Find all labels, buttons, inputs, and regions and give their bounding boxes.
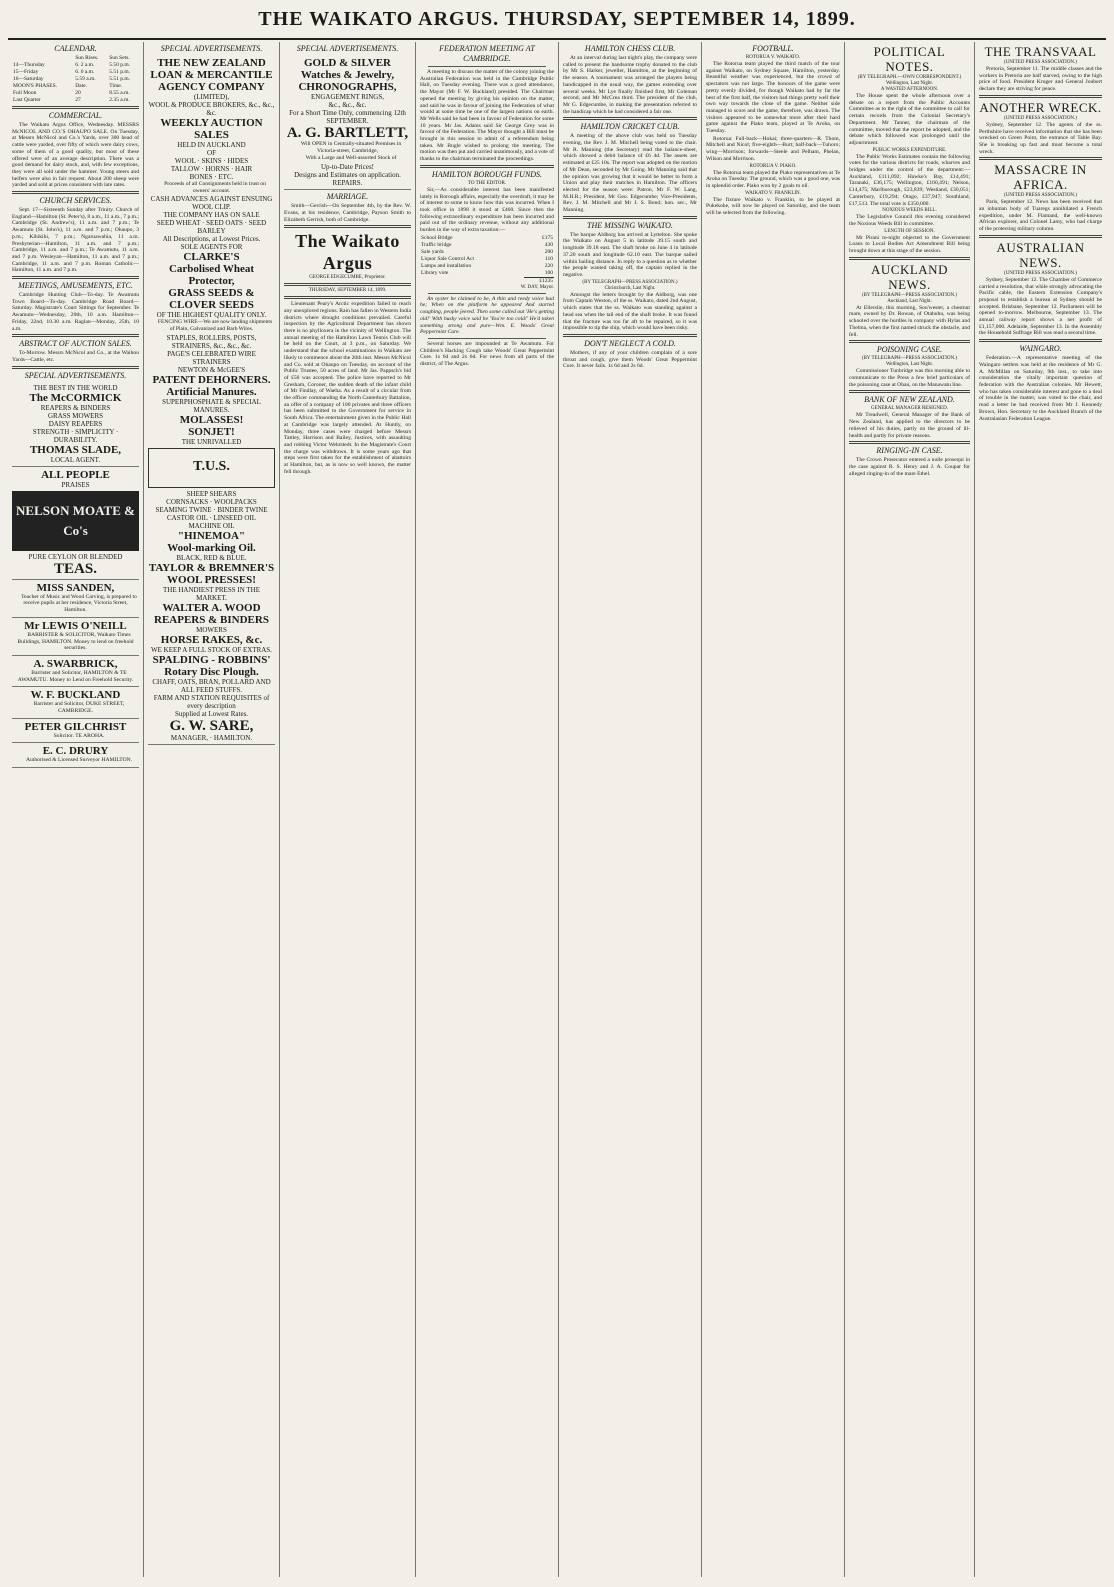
waingaro-heading: WAINGARO.: [1019, 344, 1062, 354]
masthead: THE WAIKATO ARGUS. THURSDAY, SEPTEMBER 14, 1899.: [258, 8, 856, 30]
special-ads-heading: SPECIAL ADVERTISEMENTS.: [160, 44, 263, 53]
tus-logo: T.U.S.: [148, 448, 275, 488]
column-2: [144, 42, 280, 1577]
column-8: [975, 42, 1106, 1577]
wreck-text: Sydney, September 12. The agents of the ss. Perthshire have received information that she has been wrecked on Green Point, the entrance of Table Bay. She is breaking up fast and must become a total wreck.: [979, 121, 1102, 155]
divider: [12, 106, 139, 109]
table-row: Liquor Sale Control Act 110: [421, 255, 553, 262]
bank-heading: BANK OF NEW ZEALAND.: [864, 395, 955, 405]
transvaal-heading: THE TRANSVAAL: [984, 44, 1097, 59]
political-subheading: PUBLIC WORKS EXPENDITURE.: [872, 147, 947, 153]
table-row: Sun Rises. Sun Sets.: [75, 55, 130, 61]
football-text: The fixture Waikato v. Franklin, to be played at Pukekohe, will now be played on Saturday, and the team will be selected from the following.: [706, 196, 840, 217]
church-heading: CHURCH SERVICES.: [39, 196, 112, 206]
bartlett-ad: GOLD & SILVER Watches & Jewelry, CHRONOGRAPHS, ENGAGEMENT RINGS, &c., &c., &c. For a Short Time Only, commencing 12th SEPTEMBER. A. G. BARTLETT, Will OPEN in Centrally-situated Premises in Victoria-street, Cambridge, With a Large and Well-assorted Stock of Up-to-Date Prices! Designs and Estimates on application. REPAIRS.: [284, 55, 411, 190]
meetings-text: Cambridge Hunting Club—To-day. Te Awamutu Town Board—To-day. Cambridge Road Board—Saturday. Magistrate's Court Sittings for September. Te Awamutu—Wednesday, 20th, 10 a.m. Hamilton—Friday, 22nd, 10.30 a.m. Raglan—Monday, 25th, 10 a.m.: [12, 292, 139, 332]
mccormick-ad: THE BEST IN THE WORLD The McCORMICK REAPERS & BINDERS GRASS MOWERS DAISY REAPERS STRENGTH · SIMPLICITY · DURABILITY. THOMAS SLADE, LOCAL AGENT.: [12, 382, 139, 467]
table-row: £1235: [420, 277, 554, 285]
dateline: Christchurch, Last Night.: [604, 285, 656, 291]
calendar-heading: CALENDAR.: [54, 44, 97, 53]
football-subheading: ROTORUA V. PIAKO.: [749, 163, 797, 169]
football-heading: FOOTBALL.: [752, 44, 794, 53]
nelson-banner: NELSON MOATE & Co's: [12, 491, 139, 551]
borough-table: [420, 235, 554, 285]
special-ads-heading: SPECIAL ADVERTISEMENTS.: [24, 370, 127, 380]
table-row: School Bridge £175: [421, 234, 553, 241]
telegraph-line: (UNITED PRESS ASSOCIATION.): [1004, 115, 1077, 121]
divider: [979, 235, 1102, 238]
marriage-heading: MARRIAGE.: [326, 192, 369, 202]
football-text: The Rotorua team played the third match of the tour against Waikato, on Sydney Square, Hamilton, yesterday. Beautiful weather was experienced, but the crowd of spectators was not large. The honours of the game were pretty evenly divided, for though Waikato had by far the best of the first half, the visitors had things pretty well their own way towards the close of the game. Neither side managed to score and the game, therefore, was drawn. The visitors appeared to be somewhat more after their hard game against the Piako team, played at Te Aroha, on Tuesday.: [706, 61, 840, 135]
borough-signature: W. DAY, Mayor.: [520, 284, 554, 290]
proprietor-line: GEORGE EDGECUMBE, Proprietor.: [309, 275, 386, 281]
poisoning-text: Commissioner Tunbridge was this morning able to communicate to the Press a few brief particulars of the poisoning case at Ohau, on the Manawatu line.: [849, 368, 970, 388]
football-text: The Rotorua team played the Piako representatives at Te Aroha on Tuesday. The ground, which was a good one, was in splendid order. Piako won by 2 goals to nil.: [706, 169, 840, 189]
telegraph-line: (BY TELEGRAPH—PRESS ASSOCIATION.): [861, 292, 958, 298]
editorial-text: Lieutenant Peary's Arctic expedition failed to reach any unexplored regions. Rain has fallen in Western India districts where drought conditions prevailed. Careful inspection by the Agricultural Department has shown there is no phylloxera in the vicinity of Wellington. The annual meeting of the Hamilton Lawn Tennis Club will be held on the Court, at 3 p.m., on Saturday. We understand that the school examinations in Waikato are likely to commence about the 20th inst. Messrs McNicol and Co. sold at Ohaupo on Tuesday, on account of the Public Trustee, 50 acres of land. Mr Jas. Pappsch's bid of £50 was accepted. The police have reported to Mr Gresham, Coroner, the sudden death of the infant child of Mr Findlay, of Waeha. As a result of a circular from the officer commanding the North Canterbury Battalion, an offer of a company of 100 privates and three officers has been submitted to the Government for service in South Africa. The entertainment given in the Public Hall at Cambridge was largely attended. At Huntly, on Monday, three cases were charged before Messrs Tattley, Harrison and Bailey, Justices, with assaulting and robbing Victor Wehrstedt. In the Magistrate's Court the charge was withdrawn. It is some years ago that steps were first taken for the establishment of abattoirs at Hamilton, but, as is now so well known, the matter fell through.: [284, 301, 411, 475]
political-text: The Legislative Council this evening considered the Noxious Weeds Bill in committee.: [849, 214, 970, 227]
bank-subheading: GENERAL MANAGER RESIGNED.: [871, 406, 948, 412]
telegraph-line: (UNITED PRESS ASSOCIATION.): [1004, 270, 1077, 276]
abstract-text: To-Morrow. Messrs McNicol and Co., at the Waihou Yards—Cattle, etc.: [12, 350, 139, 363]
column-5: [559, 42, 702, 1577]
political-subheading: LENGTH OF SESSION.: [884, 228, 935, 234]
nz-loan-ad: THE NEW ZEALAND LOAN & MERCANTILE AGENCY COMPANY (LIMITED), WOOL & PRODUCE BROKERS, &c., &c., &c. WEEKLY AUCTION SALES HELD IN AUCKLAND OF WOOL · SKINS · HIDES TALLOW · HORNS · HAIR BONES · ETC. Proceeds of all Consignments held in trust on owners' account. CASH ADVANCES AGAINST ENSUING WOOL CLIP. THE COMPANY HAS ON SALE SEED WHEAT · SEED OATS · SEED BARLEY All Descriptions, at Lowest Prices. SOLE AGENTS FOR CLARKE'S Carbolised Wheat Protector, GRASS SEEDS & CLOVER SEEDS OF THE HIGHEST QUALITY ONLY. FENCING WIRE—We are now landing shipments of Plain, Galvanized and Barb Wires. STAPLES, ROLLERS, POSTS, STRAINERS, &c., &c., &c. PAGE'S CELEBRATED WIRE STRAINERS NEWTON & McGEE'S PATENT DEHORNERS. Artificial Manures. SUPERPHOSPHATE & SPECIAL MANURES. MOLASSES! SONJET! THE UNRIVALLED T.U.S. SHEEP SHEARS CORNSACKS · WOOLPACKS SEAMING TWINE · BINDER TWINE CASTOR OIL · LINSEED OIL MACHINE OIL "HINEMOA" Wool-marking Oil. BLACK, RED & BLUE. TAYLOR & BREMNER'S WOOL PRESSES! THE HANDIEST PRESS IN THE MARKET. WALTER A. WOOD REAPERS & BINDERS MOWERS HORSE RAKES, &c. WE KEEP A FULL STOCK OF EXTRAS. SPALDING - ROBBINS' Rotary Disc Plough. CHAFF, OATS, BRAN, POLLARD AND ALL FEED STUFFS. FARM AND STATION REQUISITES of every description Supplied at Lowest Rates. G. W. SARE, MANAGER, · HAMILTON.: [148, 55, 275, 745]
divider: [979, 339, 1102, 342]
nelson-moate-ad: ALL PEOPLE PRAISES NELSON MOATE & Co's PURE CEYLON OR BLENDED TEAS.: [12, 467, 139, 580]
dateline: Auckland, Last Night.: [887, 298, 932, 304]
federation-text: A meeting to discuss the matter of the colony joining the Australian Federation was held in the Cambridge Public Hall, on Tuesday evening. There was a good attendance, the Mayor (Mr F. W. Buckland) presided. The Chairman opened the meeting by giving his opinion on the matter, and said he was in favour of joining the Federation of what would at some time be one of the largest nations on earth. Mr Wells said he had been in favour of Federation for some 10 years. Mr Jas. Adams said Sir George Grey was in favour of the Federation. The Mayor thought a Bill must be brought in this session to admit of a referendum being taken. Mr Bugle wished to prolong the meeting. The motion was then put and carried unanimously, and a vote of thanks to the chairman terminated the proceedings.: [420, 69, 554, 163]
commercial-text: The Waikato Argus Office, Wednesday. MESSRS McNICOL AND CO.'S OHAUPO SALE. On Tuesday, at Messrs McNicol and Co.'s Yards, over 300 head of cattle were yarded, over fifty of which were dairy cows, some of them of a good quality, but most of these offered were of an average description. There was a good demand for dairy stock, and, with few exceptions, they were all sold under the hammer. Young steers and heifers were also in fair request. About 200 sheep were yarded and sold at prices consistent with late rates.: [12, 122, 139, 189]
gilchrist-ad: PETER GILCHRIST Solicitor. TE AROHA.: [12, 719, 139, 744]
table-row: 16—Saturday 5.59 a.m. 5.51 p.m.: [13, 76, 131, 82]
divider: [849, 441, 970, 444]
closing-text: Several horses are impounded at Te Awamutu. For Children's Hacking Cough take Woods' Great Peppermint Cure. 1s 6d and 2s 6d. For news from all parts of the district, of The Argus.: [420, 340, 554, 368]
missing-text: The barque Aldborg has arrived at Lyttelton. She spoke the Waikato on August 5 in latitude 39.15 south and longitude 39.18 east. The shaft broke on June 4 in latitude 37.20 south and longitude 62.10 east. The barque sailed within hailing distance. In reply to a question as to whether the people wanted taking off, the captain replied in the negative.: [563, 231, 697, 278]
divider: [284, 296, 411, 299]
dateline: Wellington, Last Night.: [885, 81, 934, 86]
transvaal-text: Pretoria, September 11. The middle classes and the workers in Pretoria are half starved, owing to the high price of food. President Kruger and General Joubert declare they are striving for peace.: [979, 66, 1102, 93]
football-subheading: WAIKATO V. FRANKLIN.: [745, 190, 801, 196]
wreck-heading: ANOTHER WRECK.: [979, 99, 1102, 115]
missing-heading: THE MISSING WAIKATO.: [587, 220, 673, 230]
divider: [849, 390, 970, 393]
column-4: [416, 42, 559, 1577]
borough-heading: HAMILTON BOROUGH FUNDS.: [431, 169, 543, 179]
divider: [563, 216, 697, 219]
meetings-heading: MEETINGS, AMUSEMENTS, ETC.: [18, 281, 133, 291]
church-text: Sept. 17—Sixteenth Sunday after Trinity. Church of England—Hamilton (St. Peter's), 8 a.m., 11 a.m., 7 p.m.; Cambridge (St. Andrew's), 11 a.m. and 7 p.m.; Te Awamutu (St. John's), 11 a.m. and 7 p.m.; Ohaupo, 3 p.m.; Kihikihi, 7 p.m.; Ngaruawahia, 11 a.m. Presbyterian—Hamilton, 11 a.m. and 7 p.m.; Cambridge, 11 a.m. and 7 p.m.; Te Awamutu, 11 a.m. and 7 p.m. Wesleyan—Hamilton, 11 a.m. and 7 p.m.; Cambridge, 11 a.m. and 7 p.m. Roman Catholic—Hamilton, 11 a.m. and 7 p.m.: [12, 207, 139, 274]
lewis-ad: Mr LEWIS O'NEILL BARRISTER & SOLICITOR, Waikato Times Buildings, HAMILTON. Money to lend on freehold securities.: [12, 618, 139, 656]
borough-text: Sir,—As considerable interest has been manifested lately in Borough affairs, especially the overdraft, it may be of interest to some to know how this was incurred. When I took office in 1898 it stood at £460. Since then the following extraordinary expenditure has been incurred and paid out of the ordinary revenue, without any additional burden in the way of extra taxation:—: [420, 186, 554, 234]
poisoning-heading: POISONING CASE.: [876, 345, 943, 355]
political-text: The House spent the whole afternoon over a debate on a report from the Public Accounts Committee as to the right of the committee to call for certain records from the Colonial Secretary's Department. Mr Tanner, the chairman of the committee, moved that the report be adopted, and the debate which followed was prolonged until the adjournment.: [849, 93, 970, 146]
divider: [12, 276, 139, 279]
calendar-table: [12, 55, 139, 104]
divider: [563, 117, 697, 120]
massacre-heading: MASSACRE IN AFRICA.: [994, 162, 1087, 193]
table-row: MOON'S PHASES. Date. Time.: [13, 83, 123, 89]
dateline: THURSDAY, SEPTEMBER 14, 1899.: [308, 288, 387, 294]
sanden-ad: MISS SANDEN, Teacher of Music and Wood Carving, is prepared to receive pupils at her residence, Victoria Street, Hamilton.: [12, 580, 139, 618]
divider: [12, 191, 139, 194]
cricket-heading: HAMILTON CRICKET CLUB.: [580, 122, 680, 132]
table-row: 15—Friday 6. 0 a.m. 5.51 p.m.: [13, 69, 131, 75]
masthead-rule: [8, 38, 1106, 40]
football-text: Rotorua: Full-back—Hokai; three-quarters—R. Thom, Mitchell and Nicol; five-eighth—Burt; half-back—Tuhoro; wing—Morrison; forwards—Steele and Pelham, Phelan, Wilson and Morrison.: [706, 135, 840, 162]
auckland-heading: AUCKLAND NEWS.: [871, 261, 948, 292]
ringing-heading: RINGING-IN CASE.: [876, 446, 943, 456]
telegraph-line: (BY TELEGRAPH—PRESS ASSOCIATION.): [861, 356, 958, 362]
chess-heading: HAMILTON CHESS CLUB.: [584, 44, 676, 53]
table-row: Sale yards 200: [421, 248, 553, 255]
commercial-heading: COMMERCIAL.: [48, 111, 103, 120]
divider: [12, 334, 139, 337]
australian-heading: AUSTRALIAN NEWS.: [996, 239, 1085, 270]
dateline: Wellington, Last Night.: [885, 362, 934, 368]
political-text: Mr Pirani to-night objected to the Government Loans to Local Bodies Act Amendment Bill being brought down at this stage of the session.: [849, 234, 970, 255]
divider: [428, 293, 546, 294]
missing-text-2: Amongst the letters brought by the Aldborg, was one from Captain Weston, of the ss. Waikato, dated 2nd August, which states that the ss. Waikato was standing against a head sea when the tail end of the shaft broke. It was found that the fracture was too far aft to be repaired, so it was impossible to tip the ship, which would have been risky.: [563, 291, 697, 332]
abstract-heading: ABSTRACT OF AUCTION SALES.: [19, 339, 132, 349]
neglect-heading: DON'T NEGLECT A COLD.: [584, 338, 676, 348]
table-row: Last Quarter 27 2.35 a.m.: [13, 97, 130, 103]
drury-ad: E. C. DRURY Authorised & Licensed Surveyor HAMILTON.: [12, 743, 139, 768]
bank-text: Mr Treadwell, General Manager of the Bank of New Zealand, has applied to the directors to be relieved of his duties, partly on the ground of ill-health and partly for private reasons.: [849, 412, 970, 439]
divider: [979, 95, 1102, 98]
waingaro-text: Federation.—A representative meeting of the Waingaro settlers was held at the residence of Mr G. A. McMillan on Saturday, 9th inst., to take into consideration the vitally important question of federation with the Australian colonies. Mr Hewett, who has taken considerable interest and gone to a deal of trouble in the matter, was voted to the chair, and read a letter he had received from Mr J. Kennedy Brown, Hon. Secretary to the Auckland Branch of the Australasian Federation League.: [979, 355, 1102, 422]
divider: [849, 257, 970, 260]
divider: [420, 165, 554, 168]
telegraph-line: (BY TELEGRAPH.—OWN CORRESPONDENT.): [857, 75, 962, 80]
column-1: [8, 42, 144, 1577]
political-heading: POLITICAL NOTES.: [873, 44, 946, 74]
paper-nameplate: The Waikato Argus: [295, 231, 400, 274]
australian-text: Sydney, September 12. The Chamber of Commerce carried a resolution, that while strongly advocating the Pacific cable, the Eastern Extension Company's proposal to establish a bureau at Sydney should be accepted. Brisbane, September 12. Parliament will be opened to-morrow. Melbourne, September 13. The annual railway report shows a net profit of £1,157,000. Adelaide, September 13. In the Assembly the Household Suffrage Bill was read a second time.: [979, 276, 1102, 337]
divider: [849, 340, 970, 343]
chess-text: At an interval during last night's play, the company were called to present the handsome trophy donated to the club by Mr S. Harker, jeweller, Hamilton, at the beginning of the season. A tournament was arranged the players being handicapped in the usual way, the games extending over several weeks. Mr Lye finally finished first, Mr Coleman second, and Mr McCrea third. The president of the club, Mr G. Edgecumbe, in making the presentation referred to the handicap which he had considered a fair one.: [563, 55, 697, 115]
column-3: [280, 42, 416, 1577]
table-row: Full Moon 20 8.55 a.m.: [13, 90, 130, 96]
cricket-text: A meeting of the above club was held on Tuesday evening, the Rev. J. M. Mitchell being voted to the chair. Mr R. Manning (the Secretary) read the balance-sheet, which showed a debit balance of £6 4d. The assets are estimated at £25 10s. The report was adopted on the motion of Mr Dean, seconded by Mr Going. Mr Manning said that the opinion was growing that it would be better to form a Union and play their matches in Hamilton. The officers elected for the season were: Patron, Mr F. W. Lang, M.H.R.; President, Mr Geo. Edgecumbe; Vice-Presidents, Rev. J. M. Mitchell and Mr J. S. Bond; hon. sec., Mr Manning.: [563, 133, 697, 214]
telegraph-line: (UNITED PRESS ASSOCIATION.): [1004, 60, 1077, 65]
telegraph-line: (BY TELEGRAPH—PRESS ASSOCIATION.): [582, 279, 678, 285]
football-subheading: ROTORUA V. WAIKATO.: [745, 55, 801, 60]
political-subheading: NOXIOUS WEEDS BILL.: [882, 208, 937, 214]
divider: [428, 66, 546, 67]
political-text: The Public Works Estimates contain the following votes for the various districts for roads, wharves and bridges under the control of the department:—Auckland, £111,092; Hawke's Bay, £14,491; Taranaki, £36,175; Wellington, £160,491; Nelson, £14,475; Marlborough, £23,839; Westland, £30,051; Canterbury, £19,294; Otago, £37,947; Southland, £17,513. The total vote is £350,000.: [849, 153, 970, 207]
divider: [979, 157, 1102, 160]
auckland-text: At Ellerslie, this morning, Sou'wester, a chestnut mare, owned by Dr. Rowan, of Otahuhu, was being schooled over the hurdles in company with Hylas and Thelma, when the first named struck the obstacle, and fell.: [849, 304, 970, 338]
table-row: Traffic bridge 430: [421, 241, 553, 248]
political-subheading: A WASTED AFTERNOON.: [880, 87, 939, 92]
massacre-text: Paris, September 12. News has been received that an inhuman body of Tuaregs annihilated a French expedition, under M. Flamand, the well-known African explorer, and Colonel Lamy, who had charge of the protecting military column.: [979, 199, 1102, 233]
ringing-text: The Crown Prosecutor entered a nolle prosequi in the case against R. S. Henry and J. A. Coupar for alleged ringing-in of the mare Ethel.: [849, 457, 970, 477]
borough-subheading: TO THE EDITOR.: [467, 180, 507, 186]
buckland-ad: W. F. BUCKLAND Barrister and Solicitor, DUKE STREET, CAMBRIDGE.: [12, 687, 139, 718]
marriage-text: Smith—Gerrish—On September 4th, by the Rev. W. Evans, at his residence, Cambridge, Payson Smith to Elizabeth Gerrish, both of Cambridge.: [284, 203, 411, 223]
divider: [12, 366, 139, 369]
column-6: [702, 42, 845, 1577]
table-row: 14—Thursday 6. 2 a.m. 5.50 p.m.: [13, 62, 131, 68]
table-row: Library vote 100: [421, 269, 553, 277]
column-7: [845, 42, 975, 1577]
swarbrick-ad: A. SWARBRICK, Barrister and Solicitor, HAMILTON & TE AWAMUTU. Money to Lend on Freehold Security.: [12, 656, 139, 687]
divider: [284, 225, 411, 228]
federation-heading: FEDERATION MEETING AT CAMBRIDGE.: [439, 44, 535, 63]
divider: [428, 338, 546, 339]
table-row: Lamps and installation 220: [421, 262, 553, 269]
divider: [284, 283, 411, 286]
special-ads-heading: SPECIAL ADVERTISEMENTS.: [296, 44, 399, 53]
neglect-text: Mothers, if any of your children complain of a sore throat and cough, give them Woods' Great Peppermint Cure. It never fails. 1s 6d and 2s 6d.: [563, 349, 697, 370]
divider: [563, 334, 697, 337]
telegraph-line: (UNITED PRESS ASSOCIATION.): [1004, 193, 1077, 199]
verse-text: An oyster he claimed to be, A thin and reedy voice had he; When on the platform he appeared And started coughing, people jeered. Then some called out 'He's getting old!' With husky voice said he 'You're too cold!' He'd taken something strong and pure—Wm. E. Woods' Great Peppermint Cure.: [420, 295, 554, 336]
